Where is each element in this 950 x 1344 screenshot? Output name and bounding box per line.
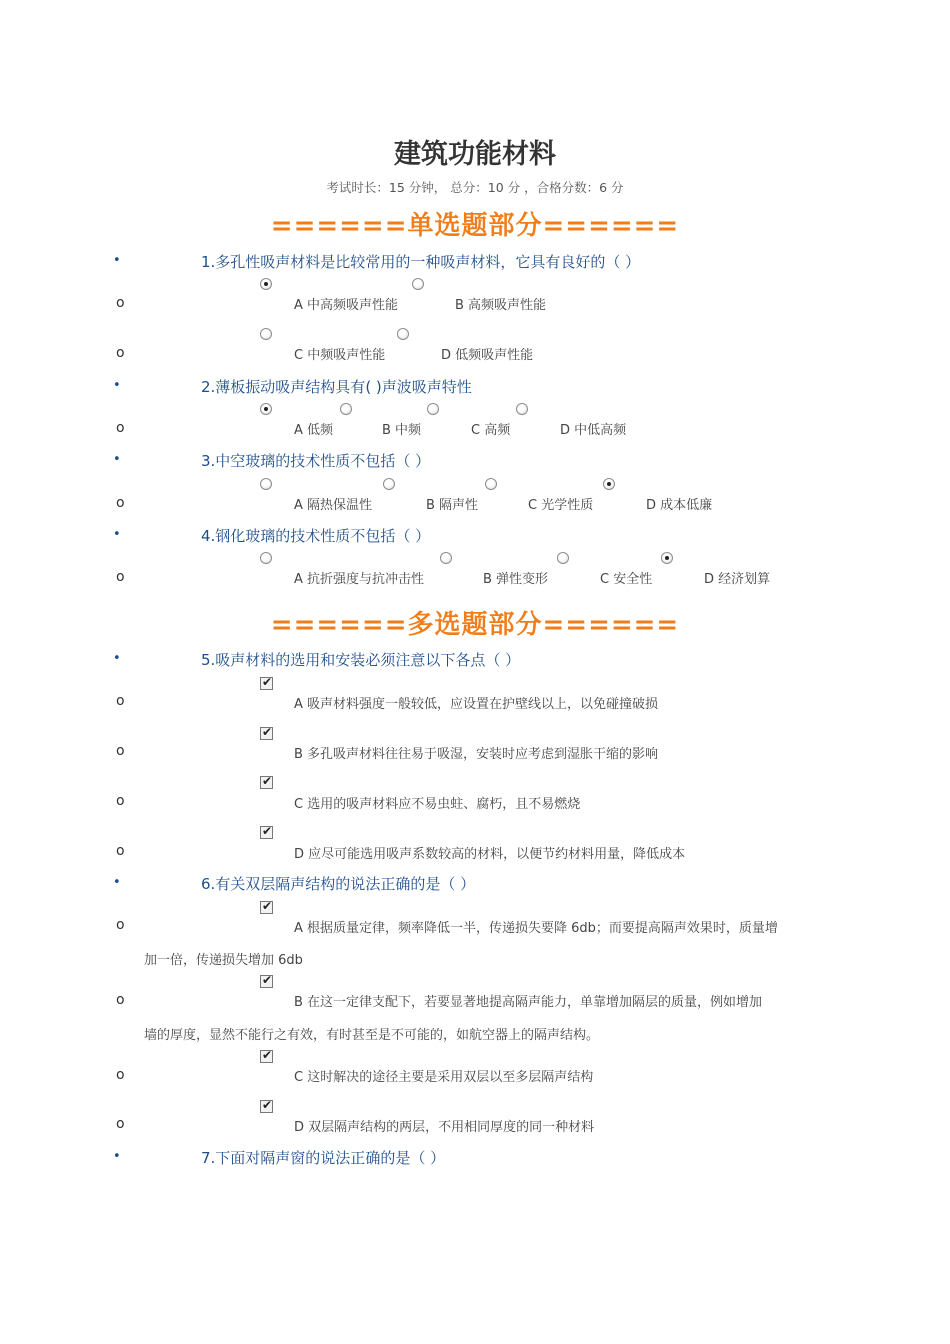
q5-option-c-checkbox[interactable] [260, 776, 273, 789]
bullet-marker: • [113, 875, 121, 890]
bullet-marker: • [113, 253, 121, 268]
q4-option-a-radio[interactable] [260, 552, 272, 564]
question-2: 2.薄板振动吸声结构具有( )声波吸声特性 [201, 378, 472, 396]
multi-choice-section-heading: ======多选题部分====== [270, 610, 680, 640]
q1-option-d-radio[interactable] [397, 328, 409, 340]
q1-option-b-radio[interactable] [412, 278, 424, 290]
list-marker: o [116, 992, 125, 1008]
q5-option-a-checkbox[interactable] [260, 677, 273, 690]
q4-option-a-label: A 抗折强度与抗冲击性 [294, 572, 425, 587]
q2-option-d-radio[interactable] [516, 403, 528, 415]
q1-option-c-radio[interactable] [260, 328, 272, 340]
q4-option-c-radio[interactable] [557, 552, 569, 564]
q6-option-a-label: A 根据质量定律，频率降低一半，传递损失要降 6db；而要提高隔声效果时，质量增 [294, 921, 778, 936]
q1-option-b-label: B 高频吸声性能 [455, 298, 547, 313]
list-marker: o [116, 1067, 125, 1083]
question-4: 4.钢化玻璃的技术性质不包括（ ） [201, 527, 431, 545]
list-marker: o [116, 495, 125, 511]
list-marker: o [116, 743, 125, 759]
q2-option-a-label: A 低频 [294, 423, 334, 438]
q4-option-d-radio[interactable] [661, 552, 673, 564]
list-marker: o [116, 1116, 125, 1132]
q3-option-b-radio[interactable] [383, 478, 395, 490]
q4-option-b-radio[interactable] [440, 552, 452, 564]
q3-option-a-radio[interactable] [260, 478, 272, 490]
question-5: 5.吸声材料的选用和安装必须注意以下各点（ ） [201, 651, 521, 669]
question-3: 3.中空玻璃的技术性质不包括（ ） [201, 452, 431, 470]
q2-option-b-radio[interactable] [340, 403, 352, 415]
question-6: 6.有关双层隔声结构的说法正确的是（ ） [201, 875, 476, 893]
list-marker: o [116, 420, 125, 436]
q6-option-b-label-continued: 墙的厚度，显然不能行之有效，有时甚至是不可能的，如航空器上的隔声结构。 [144, 1028, 600, 1043]
list-marker: o [116, 917, 125, 933]
q5-option-d-checkbox[interactable] [260, 826, 273, 839]
question-7: 7.下面对隔声窗的说法正确的是（ ） [201, 1149, 446, 1167]
q4-option-b-label: B 弹性变形 [483, 572, 549, 587]
q1-option-c-label: C 中频吸声性能 [294, 348, 386, 363]
q1-option-a-label: A 中高频吸声性能 [294, 298, 399, 313]
q2-option-d-label: D 中低高频 [560, 423, 627, 438]
bullet-marker: • [113, 651, 121, 666]
bullet-marker: • [113, 527, 121, 542]
list-marker: o [116, 345, 125, 361]
q3-option-b-label: B 隔声性 [426, 498, 479, 513]
q6-option-a-checkbox[interactable] [260, 901, 273, 914]
bullet-marker: • [113, 378, 121, 393]
q3-option-c-label: C 光学性质 [528, 498, 594, 513]
list-marker: o [116, 569, 125, 585]
exam-info: 考试时长：15 分钟， 总分：10 分 ，合格分数：6 分 [326, 180, 624, 195]
q3-option-d-radio[interactable] [603, 478, 615, 490]
q2-option-a-radio[interactable] [260, 403, 272, 415]
bullet-marker: • [113, 452, 121, 467]
q2-option-c-label: C 高频 [471, 423, 511, 438]
q5-option-b-checkbox[interactable] [260, 727, 273, 740]
q3-option-c-radio[interactable] [485, 478, 497, 490]
list-marker: o [116, 295, 125, 311]
q4-option-c-label: C 安全性 [600, 572, 653, 587]
q2-option-c-radio[interactable] [427, 403, 439, 415]
q6-option-b-checkbox[interactable] [260, 975, 273, 988]
bullet-marker: • [113, 1149, 121, 1164]
q1-option-d-label: D 低频吸声性能 [441, 348, 534, 363]
q3-option-d-label: D 成本低廉 [646, 498, 713, 513]
q4-option-d-label: D 经济划算 [704, 572, 771, 587]
q1-option-a-radio[interactable] [260, 278, 272, 290]
q5-option-d-label: D 应尽可能选用吸声系数较高的材料，以便节约材料用量，降低成本 [294, 847, 686, 862]
list-marker: o [116, 793, 125, 809]
single-choice-section-heading: ======单选题部分====== [270, 211, 680, 241]
q6-option-c-label: C 这时解决的途径主要是采用双层以至多层隔声结构 [294, 1070, 594, 1085]
list-marker: o [116, 693, 125, 709]
q6-option-b-label: B 在这一定律支配下，若要显著地提高隔声能力，单靠增加隔层的质量，例如增加 [294, 995, 763, 1010]
list-marker: o [116, 843, 125, 859]
q5-option-a-label: A 吸声材料强度一般较低，应设置在护壁线以上，以免碰撞破损 [294, 697, 659, 712]
q6-option-c-checkbox[interactable] [260, 1050, 273, 1063]
q5-option-b-label: B 多孔吸声材料往往易于吸湿，安装时应考虑到湿胀干缩的影响 [294, 747, 659, 762]
page-title: 建筑功能材料 [394, 139, 556, 170]
q6-option-d-checkbox[interactable] [260, 1100, 273, 1113]
q6-option-d-label: D 双层隔声结构的两层，不用相同厚度的同一种材料 [294, 1120, 595, 1135]
q6-option-a-label-continued: 加一倍，传递损失增加 6db [144, 953, 303, 968]
question-1: 1.多孔性吸声材料是比较常用的一种吸声材料，它具有良好的（ ） [201, 253, 641, 271]
q3-option-a-label: A 隔热保温性 [294, 498, 373, 513]
q5-option-c-label: C 选用的吸声材料应不易虫蛀、腐朽，且不易燃烧 [294, 797, 581, 812]
q2-option-b-label: B 中频 [382, 423, 422, 438]
